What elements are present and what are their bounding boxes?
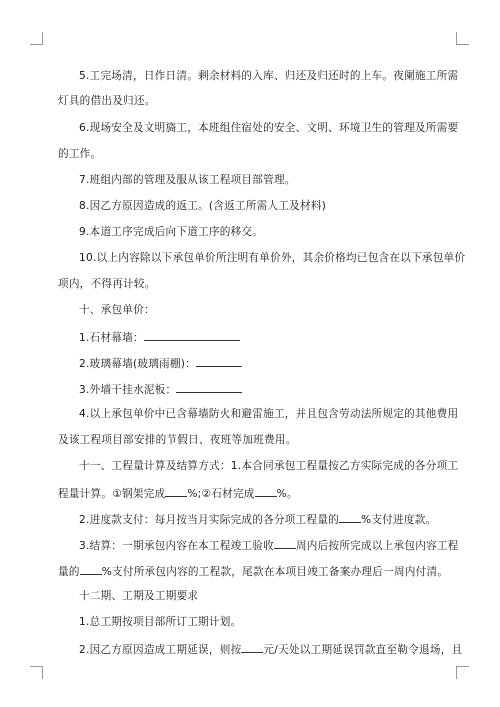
total-schedule: 1.总工期按项目部所订工期计划。	[79, 616, 242, 628]
settlement-line-2	[58, 563, 448, 579]
unit-price-stone-label: 1.石材幕墙：	[79, 332, 144, 344]
settlement-weeks-blank	[274, 537, 296, 549]
section-11-line-2	[58, 485, 298, 501]
unit-price-cement-blank	[176, 381, 242, 393]
unit-price-stone-curtain-wall	[58, 329, 240, 345]
crop-mark-top-left	[30, 32, 43, 45]
stone-done-label: %;②石材完成	[187, 488, 255, 500]
unit-price-cement-label: 3.外墙干挂水泥板：	[79, 384, 177, 396]
settlement-continued: 周内后按所完成以上承包内容工程	[295, 540, 459, 552]
paragraph-7: 7.班组内部的管理及服从该工程项目部管理。	[79, 174, 296, 186]
settlement-line-2-prefix: 量的	[58, 566, 80, 578]
section-11-line-1: 十一、工程量计算及结算方式：1.本合同承包工程量按乙方实际完成的各分项工	[79, 460, 459, 472]
paragraph-6-line-1: 6.现场安全及文明旖工，本班组住宿处的安全、文明、环境卫生的管理及所需要	[79, 122, 459, 134]
unit-price-stone-blank	[144, 329, 240, 341]
steel-frame-label: 程量计算。①钢架完成	[58, 488, 166, 500]
progress-payment-label: 2.进度款支付：每月按当月实际完成的各分项工程量的	[79, 514, 340, 526]
delay-penalty-blank	[241, 641, 263, 653]
paragraph-5-line-1: 5.工完场清，日作日清。剩余材料的入库、归还及归还时的上车。夜阑施工所需	[79, 70, 459, 82]
progress-payment-blank	[339, 511, 361, 523]
settlement-line-1	[58, 537, 459, 553]
section-12-heading: 十二期、工期及工期要求	[79, 590, 199, 602]
delay-penalty-label: 2.因乙方原因造成工期延误，则按	[79, 644, 242, 656]
unit-price-glass-blank	[196, 355, 242, 367]
delay-penalty-suffix: 元/天处以工期延误罚款直至勒令退场，且	[263, 644, 463, 656]
steel-frame-blank	[165, 485, 187, 497]
paragraph-4-line-2: 及该工程项目部安排的节假日、夜班等加班费用。	[58, 434, 297, 446]
crop-mark-bottom-right	[456, 666, 469, 679]
progress-payment-suffix: %支付进度款。	[361, 514, 437, 526]
stone-done-suffix: %。	[276, 488, 298, 500]
progress-payment	[58, 511, 436, 527]
paragraph-10-line-2: 项内，不得再计较。	[58, 278, 156, 290]
settlement-line-2-suffix: %支付所承包内容的工程款，尾款在本项目竣工备案办理后一周内付清。	[101, 566, 449, 578]
paragraph-6-line-2: 的工作。	[58, 148, 102, 160]
settlement-percent-blank	[80, 563, 102, 575]
paragraph-5-line-2: 灯具的借出及归还。	[58, 95, 156, 107]
crop-mark-top-right	[456, 32, 469, 45]
paragraph-4-line-1: 4.以上承包单价中已含幕墙防火和避雷施工，并且包含劳动法所规定的其他费用	[79, 408, 459, 420]
delay-penalty-line	[58, 641, 462, 657]
paragraph-10-line-1: 10.以上内容除以下承包单价所注明有单价外，其余价格均已包含在以下承包单价	[79, 252, 466, 264]
unit-price-cement-board	[58, 381, 242, 397]
paragraph-9: 9.本道工序完成后向下道工序的移交。	[79, 226, 264, 238]
unit-price-glass-label: 2.玻璃幕墙(玻璃雨棚)：	[79, 358, 196, 370]
crop-mark-bottom-left	[30, 666, 43, 679]
section-10-heading: 十、承包单价：	[79, 304, 155, 316]
unit-price-glass-curtain-wall	[58, 355, 242, 371]
stone-done-blank	[255, 485, 277, 497]
settlement-label: 3.结算：一期承包内容在本工程竣工验收	[79, 540, 274, 552]
paragraph-8: 8.因乙方原因造成的返工。(含返工所需人工及材料)	[79, 200, 327, 212]
